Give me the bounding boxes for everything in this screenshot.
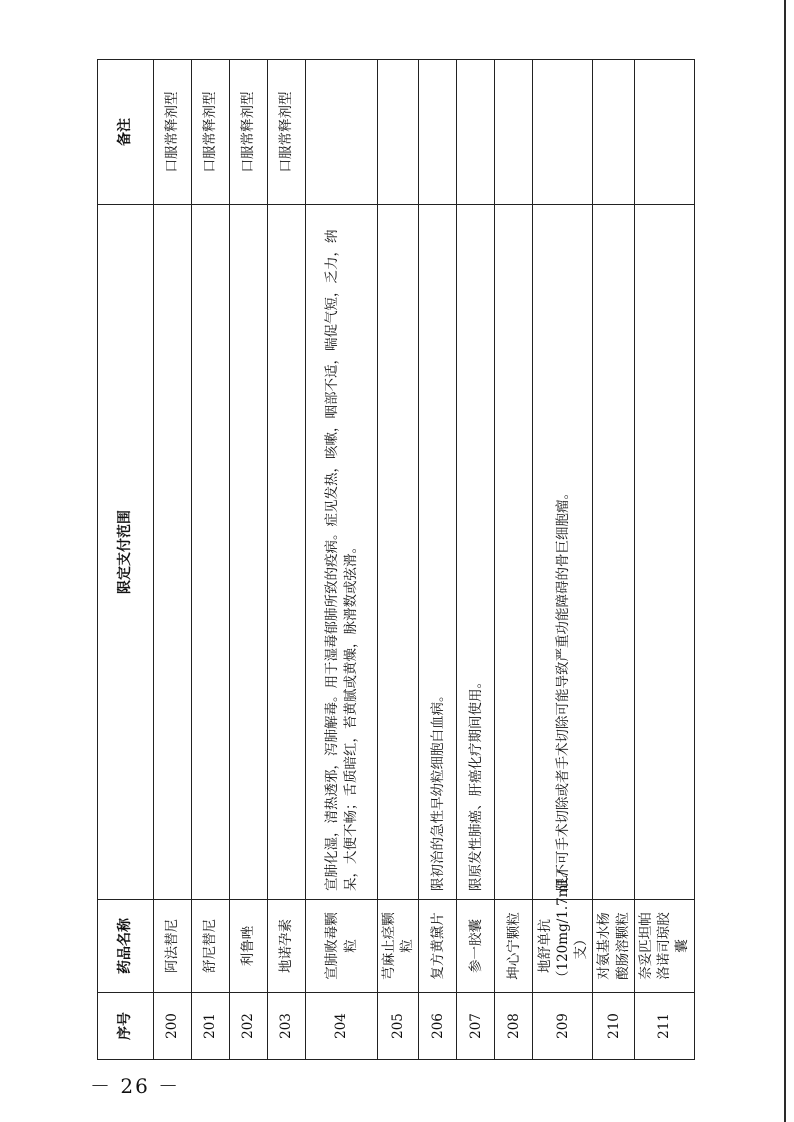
cell-note: 口服常释剂型: [268, 60, 306, 205]
cell-name: 利鲁唑: [230, 900, 268, 993]
cell-note: [378, 60, 419, 205]
table-header-row: [98, 60, 154, 1060]
cell-scope: [230, 205, 268, 900]
table-row: [268, 60, 306, 1060]
cell-name: 地诺孕素: [268, 900, 306, 993]
scan-edge-line: [784, 0, 786, 1122]
cell-scope: [634, 205, 694, 900]
cell-note: [419, 60, 457, 205]
table-row: [457, 60, 495, 1060]
cell-scope: [593, 205, 634, 900]
header-note: 备注: [98, 60, 154, 205]
cell-note: 口服常释剂型: [230, 60, 268, 205]
cell-name: 芎麻止痉颗粒: [378, 900, 419, 993]
drug-table: [97, 59, 695, 1060]
cell-no: 204: [306, 993, 378, 1060]
table-row: [192, 60, 230, 1060]
cell-name: 复方黄黛片: [419, 900, 457, 993]
cell-note: [495, 60, 533, 205]
table-row: [378, 60, 419, 1060]
cell-note: [306, 60, 378, 205]
cell-note: 口服常释剂型: [154, 60, 192, 205]
cell-note: [457, 60, 495, 205]
cell-name: 对氨基水杨酸肠溶颗粒: [593, 900, 634, 993]
cell-name: 参一胶囊: [457, 900, 495, 993]
cell-note: [593, 60, 634, 205]
cell-no: 201: [192, 993, 230, 1060]
page-number: － 26 －: [90, 1074, 181, 1098]
cell-scope: 限初治的急性早幼粒细胞白血病。: [419, 205, 457, 900]
table-row: [495, 60, 533, 1060]
cell-no: 209: [533, 993, 593, 1060]
cell-no: 207: [457, 993, 495, 1060]
cell-no: 202: [230, 993, 268, 1060]
cell-name: 坤心宁颗粒: [495, 900, 533, 993]
cell-no: 210: [593, 993, 634, 1060]
cell-scope: 限不可手术切除或者手术切除可能导致严重功能障碍的骨巨细胞瘤。: [533, 205, 593, 900]
table-row: [593, 60, 634, 1060]
cell-name: 宣肺败毒颗粒: [306, 900, 378, 993]
cell-no: 208: [495, 993, 533, 1060]
cell-scope: [495, 205, 533, 900]
rotated-table-container: [97, 60, 691, 1060]
table-row: [154, 60, 192, 1060]
cell-name: 舒尼替尼: [192, 900, 230, 993]
table-row: [419, 60, 457, 1060]
table-body: [154, 60, 695, 1060]
cell-no: 200: [154, 993, 192, 1060]
cell-no: 206: [419, 993, 457, 1060]
header-no: 序号: [98, 993, 154, 1060]
cell-note: [533, 60, 593, 205]
cell-no: 203: [268, 993, 306, 1060]
cell-scope: [192, 205, 230, 900]
header-name: 药品名称: [98, 900, 154, 993]
cell-note: 口服常释剂型: [192, 60, 230, 205]
table-row: [634, 60, 694, 1060]
cell-name: 奈妥匹坦帕洛诺司琼胶囊: [634, 900, 694, 993]
cell-name: 阿法替尼: [154, 900, 192, 993]
header-scope: 限定支付范围: [98, 205, 154, 900]
cell-note: [634, 60, 694, 205]
cell-scope: [378, 205, 419, 900]
cell-name: 地舒单抗（120mg/1.7mL/支）: [533, 900, 593, 993]
table-row: [230, 60, 268, 1060]
cell-scope: 宣肺化湿，清热透邪，泻肺解毒。用于湿毒郁肺所致的疫病。症见发热，咳嗽，咽部不适，喘促气短，乏力，纳呆，大便不畅；舌质暗红，苔黄腻或黄燥，脉滑数或弦滑。: [306, 205, 378, 900]
cell-no: 205: [378, 993, 419, 1060]
cell-scope: [268, 205, 306, 900]
cell-no: 211: [634, 993, 694, 1060]
table-row: [306, 60, 378, 1060]
table-row: [533, 60, 593, 1060]
cell-scope: 限原发性肺癌、肝癌化疗期间使用。: [457, 205, 495, 900]
cell-scope: [154, 205, 192, 900]
